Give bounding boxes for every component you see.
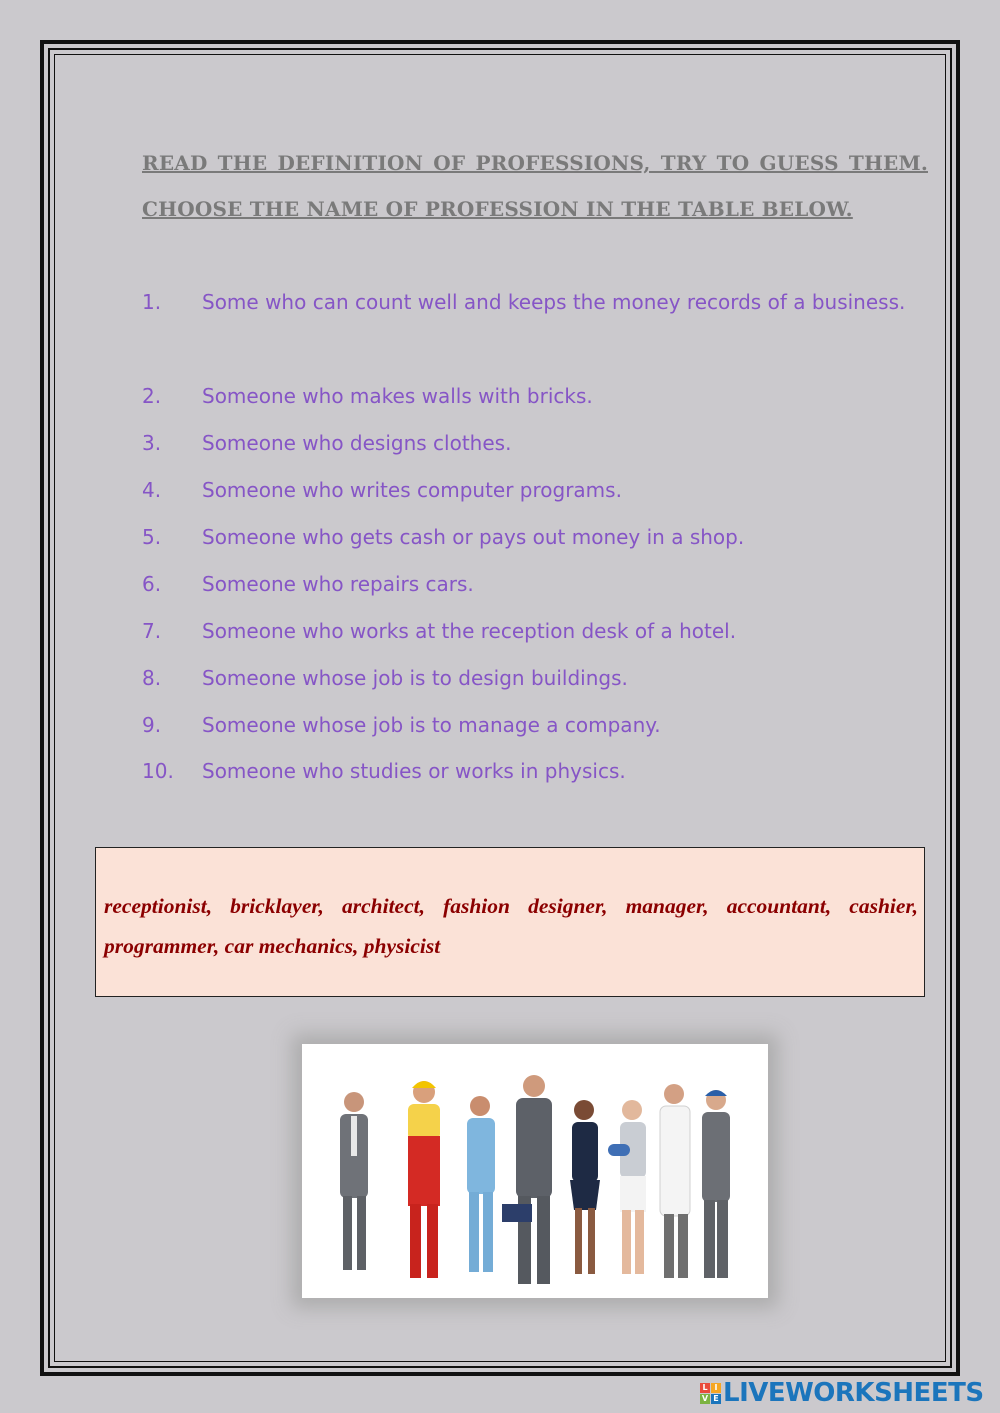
item-text: Someone who makes walls with bricks.: [202, 384, 593, 408]
item-number: 3.: [142, 431, 162, 455]
person-flight-attendant: [570, 1100, 600, 1274]
list-item: [142, 384, 942, 414]
list-item: [142, 619, 942, 649]
professions-group-photo: [302, 1044, 768, 1298]
list-item: [142, 572, 942, 602]
item-text: Someone who studies or works in physics.: [202, 759, 626, 783]
item-text: Someone who writes computer programs.: [202, 478, 622, 502]
person-businessman: [340, 1092, 368, 1270]
list-item: [142, 478, 942, 508]
item-text: Someone who works at the reception desk of a hotel.: [202, 619, 737, 643]
item-number: 8.: [142, 666, 162, 690]
logo-text: LIVEWORKSHEETS: [723, 1378, 984, 1408]
item-number: 9.: [142, 713, 162, 737]
item-number: 7.: [142, 619, 162, 643]
list-item: [142, 525, 942, 555]
list-item: [142, 666, 942, 696]
item-number: 2.: [142, 384, 162, 408]
item-number: 5.: [142, 525, 162, 549]
item-text: Some who can count well and keeps the money records of a business.: [202, 290, 906, 314]
item-text: Someone whose job is to design buildings.: [202, 666, 628, 690]
people-illustration: [302, 1044, 768, 1298]
word-bank-box: [95, 847, 925, 997]
item-text: Someone who designs clothes.: [202, 431, 512, 455]
list-item: [142, 290, 942, 320]
person-doctor: [660, 1084, 690, 1278]
list-item: [142, 713, 942, 743]
item-text: Someone who gets cash or pays out money in a shop.: [202, 525, 745, 549]
person-construction-worker: [408, 1081, 440, 1278]
logo-icon: L I V E: [700, 1383, 721, 1404]
item-text: Someone who repairs cars.: [202, 572, 474, 596]
item-number: 4.: [142, 478, 162, 502]
item-number: 6.: [142, 572, 162, 596]
word-bank-text: receptionist, bricklayer, architect, fashion designer, manager, accountant, cashier, programmer, car mechanics, physicist: [104, 894, 918, 958]
instruction-heading: READ THE DEFINITION OF PROFESSIONS, TRY TO GUESS THEM. CHOOSE THE NAME OF PROFESSION IN THE TABLE BELOW.: [142, 151, 928, 221]
person-engineer: [702, 1090, 730, 1278]
list-item: [142, 759, 942, 789]
person-nurse: [467, 1096, 495, 1272]
liveworksheets-logo: [700, 1375, 984, 1411]
item-text: Someone whose job is to manage a company.: [202, 713, 661, 737]
item-number: 1.: [142, 290, 162, 314]
person-fitness-trainer: [608, 1100, 646, 1274]
item-number: 10.: [142, 759, 174, 783]
list-item: [142, 431, 942, 461]
person-mechanic: [502, 1075, 552, 1284]
